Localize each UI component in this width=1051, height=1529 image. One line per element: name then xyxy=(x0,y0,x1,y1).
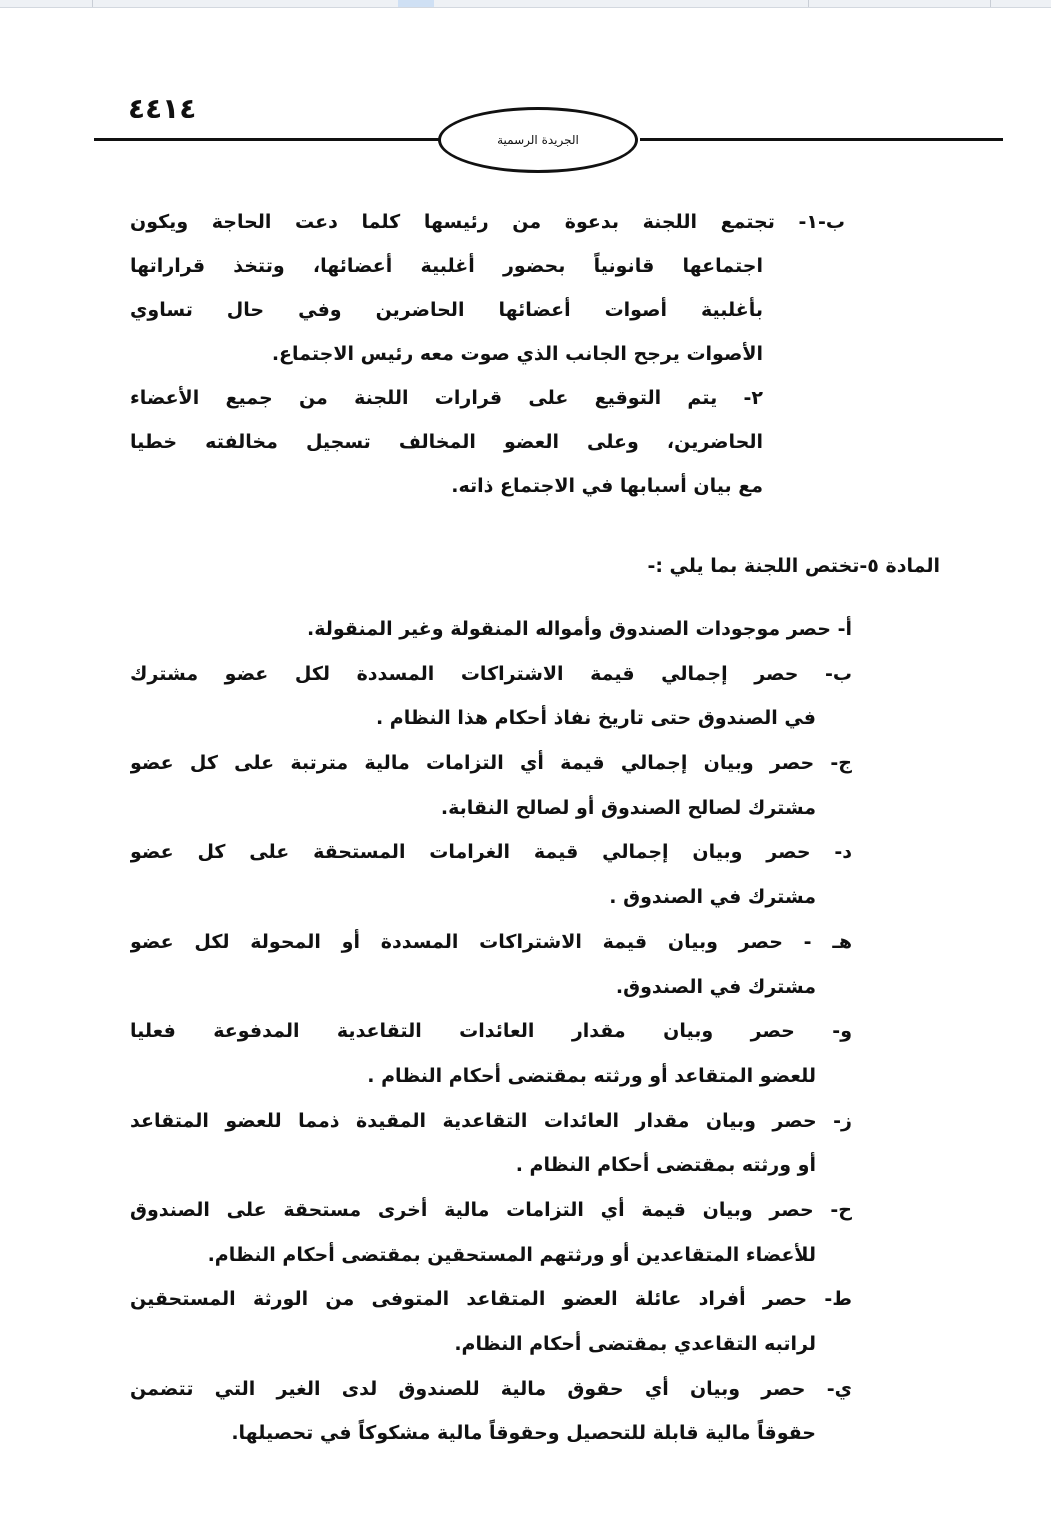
text-line: الأصوات يرجح الجانب الذي صوت معه رئيس الاجتماع. xyxy=(271,343,763,365)
list-item-line: أ- حصر موجودات الصندوق وأمواله المنقولة وغير المنقولة. xyxy=(307,618,852,640)
text-line: اجتماعها قانونياً بحضور أغلبية أعضائها، وتتخذ قراراتها xyxy=(130,255,763,277)
list-item-line: حقوقاً مالية قابلة للتحصيل وحقوقاً مالية مشكوكاً في تحصيلها. xyxy=(231,1422,816,1445)
viewer-toolbar-strip xyxy=(0,0,1051,8)
list-item-line: لراتبه التقاعدي بمقتضى أحكام النظام. xyxy=(454,1333,816,1355)
page-number: ٤٤١٤ xyxy=(128,92,197,125)
list-item-line: هـ - حصر وبيان قيمة الاشتراكات المسددة أو المحولة لكل عضو xyxy=(130,930,852,953)
list-item-line: أو ورثته بمقتضى أحكام النظام . xyxy=(515,1154,816,1177)
list-item-line: للعضو المتقاعد أو ورثته بمقتضى أحكام النظام . xyxy=(367,1064,816,1087)
list-item-line: مشترك لصالح الصندوق أو لصالح النقابة. xyxy=(440,796,816,819)
gazette-emblem xyxy=(438,107,638,173)
list-item-line: ز- حصر وبيان مقدار العائدات التقاعدية المقيدة ذمما للعضو المتقاعد xyxy=(130,1109,852,1132)
text-line: الحاضرين، وعلى العضو المخالف تسجيل مخالفته خطيا xyxy=(130,431,763,453)
toolbar-divider xyxy=(990,0,991,7)
list-item-line: د- حصر وبيان إجمالي قيمة الغرامات المستحقة على كل عضو xyxy=(130,841,852,864)
list-item-line: في الصندوق حتى تاريخ نفاذ أحكام هذا النظام . xyxy=(375,707,816,730)
list-item-line: مشترك في الصندوق . xyxy=(609,886,816,909)
text-line: ب-١- تجتمع اللجنة بدعوة من رئيسها كلما دعت الحاجة ويكون xyxy=(130,211,845,233)
text-line: مع بيان أسبابها في الاجتماع ذاته. xyxy=(451,475,763,497)
gazette-title: الجريدة الرسمية xyxy=(497,133,579,147)
list-item-line: و- حصر وبيان مقدار العائدات التقاعدية المدفوعة فعليا xyxy=(130,1020,852,1043)
toolbar-divider xyxy=(92,0,93,7)
header-rule-right xyxy=(640,138,1003,141)
list-item-line: ج- حصر وبيان إجمالي قيمة أي التزامات مالية مترتبة على كل عضو xyxy=(130,752,852,775)
list-item-line: ب- حصر إجمالي قيمة الاشتراكات المسددة لكل عضو مشترك xyxy=(130,662,852,685)
article-items xyxy=(130,607,852,1456)
list-item-line: ح- حصر وبيان قيمة أي التزامات مالية أخرى مستحقة على الصندوق xyxy=(130,1198,852,1221)
toolbar-highlight xyxy=(398,0,434,7)
list-item-line: للأعضاء المتقاعدين أو ورثتهم المستحقين بمقتضى أحكام النظام. xyxy=(207,1243,816,1266)
toolbar-divider xyxy=(808,0,809,7)
text-line: بأغلبية أصوات أعضائها الحاضرين وفي حال تساوي xyxy=(130,299,763,321)
header-rule-left xyxy=(94,138,439,141)
committee-rules xyxy=(130,200,845,508)
list-item-line: ي- حصر وبيان أي حقوق مالية للصندوق لدى الغير التي تتضمن xyxy=(130,1377,852,1400)
list-item-line: ط- حصر أفراد عائلة العضو المتقاعد المتوفى من الورثة المستحقين xyxy=(130,1288,852,1311)
article-heading: المادة ٥-تختص اللجنة بما يلي :- xyxy=(647,555,940,577)
list-item-line: مشترك في الصندوق. xyxy=(615,975,816,998)
text-line: ٢- يتم التوقيع على قرارات اللجنة من جميع الأعضاء xyxy=(130,387,763,409)
